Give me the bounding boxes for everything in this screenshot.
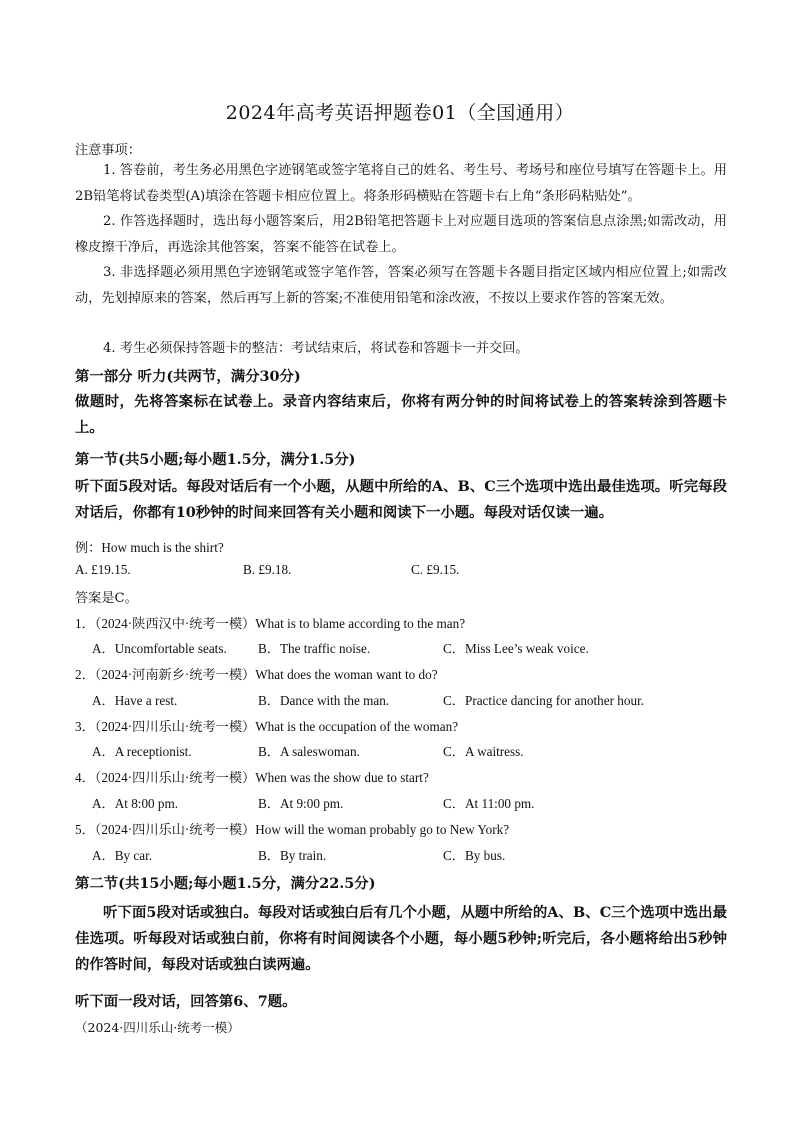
notice-item-4: 4. 考生必须保持答题卡的整洁：考试结束后，将试卷和答题卡一并交回。 <box>103 341 529 356</box>
example-answer: 答案是C。 <box>75 591 138 606</box>
notice-heading: 注意事项： <box>75 143 141 158</box>
notice-item-2: 2. 作答选择题时，选出每小题答案后，用2B铅笔把答题卡上对应题目选项的答案信息点涂黑;如需改动，用橡皮擦干净后，再选涂其他答案，答案不能答在试卷上。 <box>75 214 727 255</box>
example-option-a: A. £19.15. <box>75 562 131 577</box>
question-5-stem: 5．（2024·四川乐山·统考一模）How will the woman probably go to New York? <box>75 822 510 837</box>
question-3-option-b: B．A saleswoman. <box>258 744 360 759</box>
section1-heading: 第一节(共5小题;每小题1.5分，满分1.5分) <box>75 451 356 468</box>
section2-source: （2024·四川乐山·统考一模） <box>75 1020 240 1035</box>
question-5-option-b: B．By train. <box>258 848 327 863</box>
page-title: 2024年高考英语押题卷01（全国通用） <box>225 102 575 124</box>
question-4-stem: 4．（2024·四川乐山·统考一模）When was the show due to start? <box>75 770 429 785</box>
question-2-option-b: B．Dance with the man. <box>258 693 390 708</box>
question-1-stem: 1．（2024·陕西汉中·统考一模）What is to blame according to the man? <box>75 616 466 631</box>
question-1-option-b: B．The traffic noise. <box>258 641 371 656</box>
section2-sub-instruction: 听下面一段对话，回答第6、7题。 <box>75 993 297 1010</box>
question-3-option-a: A．A receptionist. <box>92 744 192 759</box>
example-question: 例：How much is the shirt? <box>75 540 224 555</box>
example-option-b: B. £9.18. <box>243 562 292 577</box>
section1-instruction: 听下面5段对话。每段对话后有一个小题，从题中所给的A、B、C三个选项中选出最佳选项。听完每段对话后，你都有10秒钟的时间来回答有关小题和阅读下一小题。每段对话仅读一遍。 <box>75 478 727 521</box>
notice-item-1: 1. 答卷前，考生务必用黑色字迹钢笔或签字笔将自己的姓名、考生号、考场号和座位号填写在答题卡上。用2B铅笔将试卷类型(A)填涂在答题卡相应位置上。将条形码横贴在答题卡右上角“条形码粘贴处”。 <box>75 163 727 204</box>
example-option-c: C. £9.15. <box>411 562 460 577</box>
question-5-option-c: C．By bus. <box>443 848 506 863</box>
question-4-option-b: B．At 9:00 pm. <box>258 796 344 811</box>
question-2-option-c: C．Practice dancing for another hour. <box>443 693 645 708</box>
question-3-stem: 3．（2024·四川乐山·统考一模）What is the occupation of the woman? <box>75 719 459 734</box>
section2-instruction: 听下面5段对话或独白。每段对话或独白后有几个小题，从题中所给的A、B、C三个选项中选出最佳选项。听每段对话或独白前，你将有时间阅读各个小题，每小题5秒钟;听完后，各小题将给出5秒钟的作答时间，每段对话或独白读两遍。 <box>75 904 727 973</box>
section2-heading: 第二节(共15小题;每小题1.5分，满分22.5分) <box>75 875 376 892</box>
part1-heading: 第一部分 听力(共两节，满分30分) <box>75 368 301 385</box>
question-2-stem: 2．（2024·河南新乡·统考一模）What does the woman want to do? <box>75 667 438 682</box>
question-5-option-a: A．By car. <box>92 848 153 863</box>
question-3-option-c: C．A waitress. <box>443 744 524 759</box>
question-4-option-a: A．At 8:00 pm. <box>92 796 179 811</box>
question-1-option-c: C．Miss Lee’s weak voice. <box>443 641 589 656</box>
question-1-option-a: A．Uncomfortable seats. <box>92 641 227 656</box>
part1-instruction: 做题时，先将答案标在试卷上。录音内容结束后，你将有两分钟的时间将试卷上的答案转涂到答题卡上。 <box>75 393 727 436</box>
question-4-option-c: C．At 11:00 pm. <box>443 796 535 811</box>
question-2-option-a: A．Have a rest. <box>92 693 178 708</box>
notice-item-3: 3. 非选择题必须用黑色字迹钢笔或签字笔作答，答案必须写在答题卡各题目指定区域内相应位置上;如需改动，先划掉原来的答案，然后再写上新的答案;不准使用铅笔和涂改液，不按以上要求作答的答案无效。 <box>75 265 727 306</box>
